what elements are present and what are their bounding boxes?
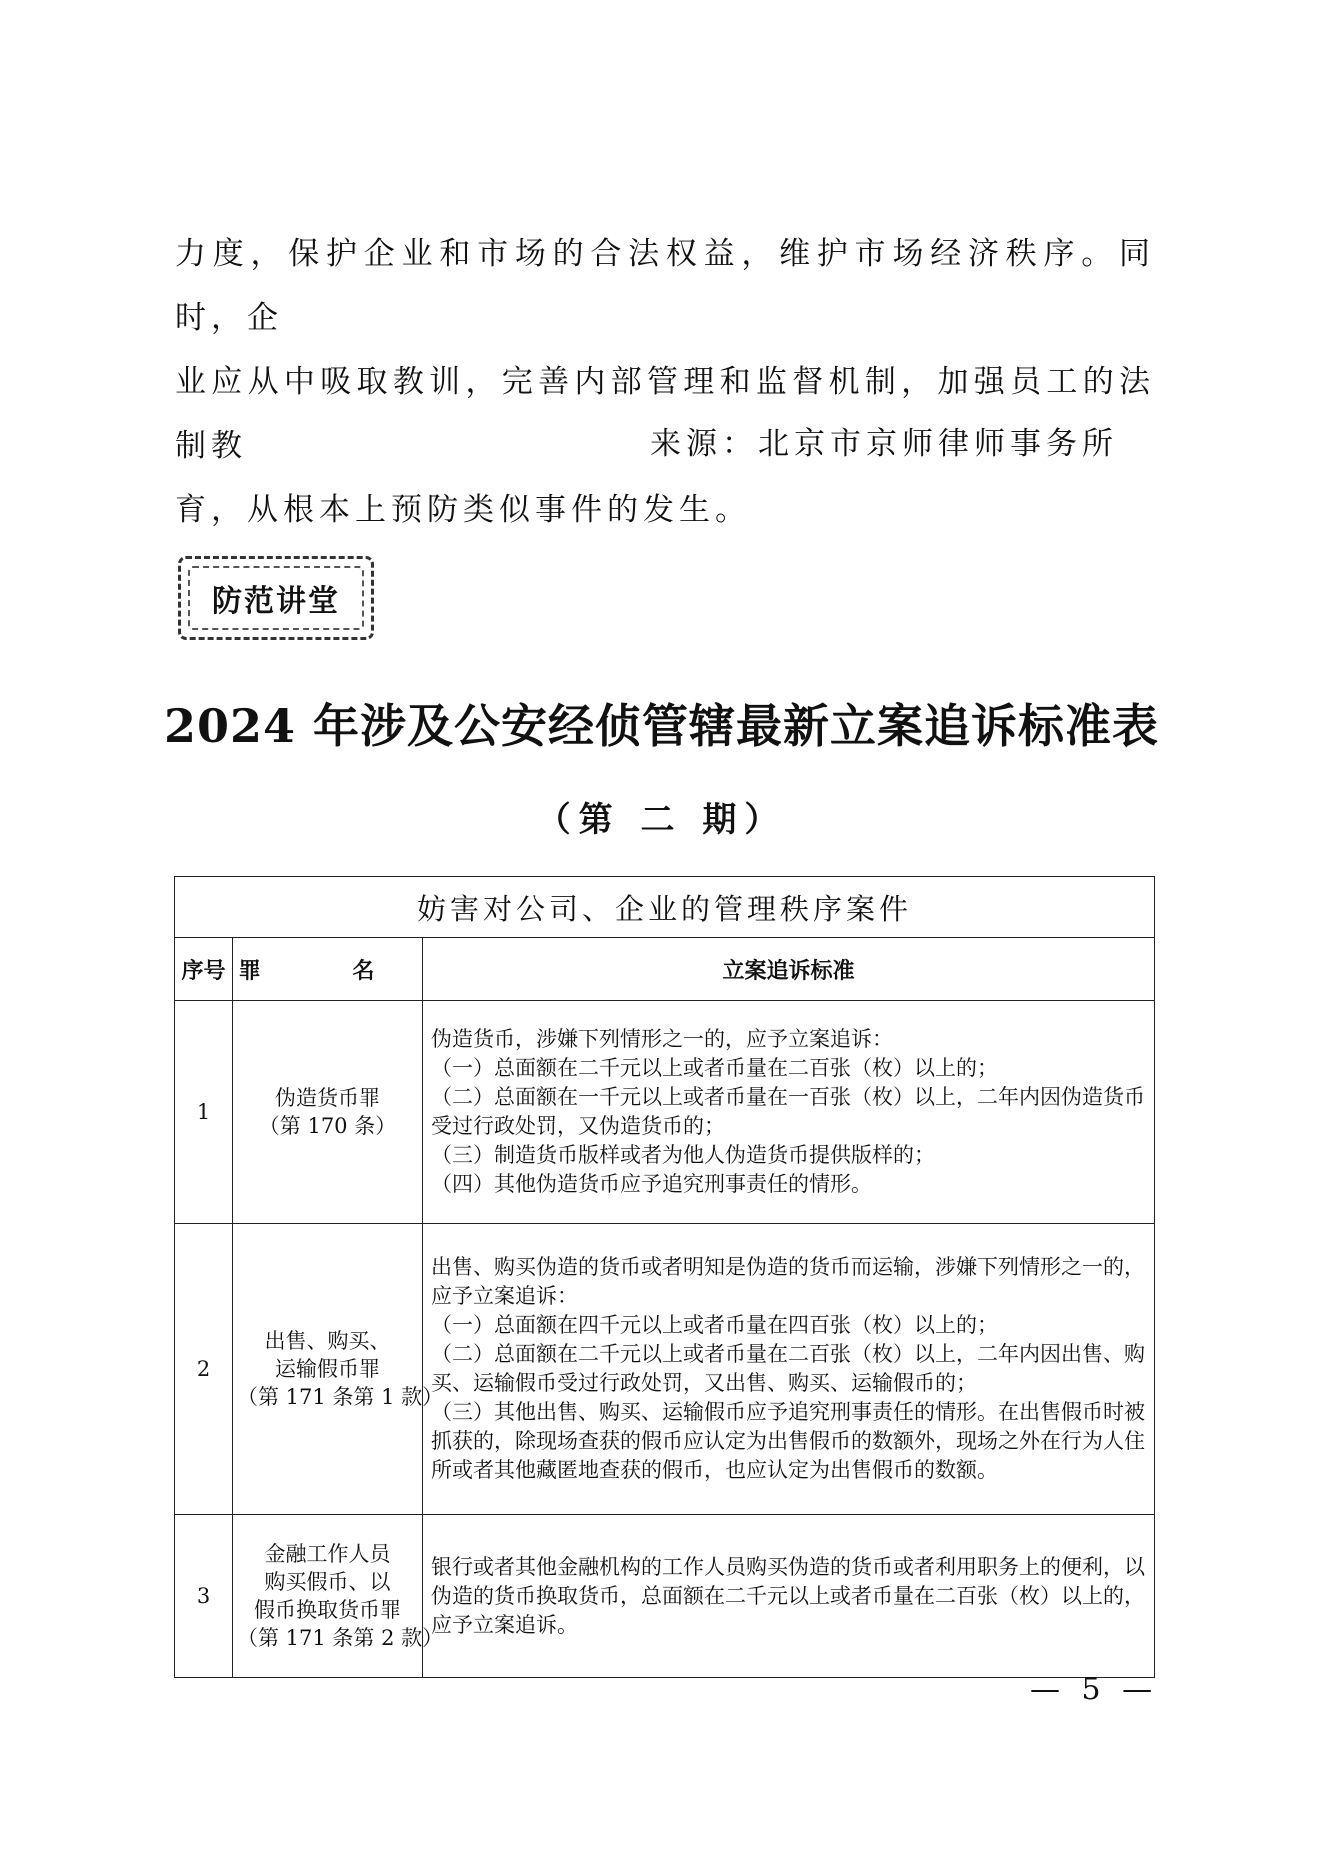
- source-attribution: 来源：北京市京师律师事务所: [650, 426, 1118, 462]
- filing-standard: [423, 1224, 1155, 1515]
- crime-name-line: 伪造货币罪: [275, 1086, 380, 1110]
- intro-line: 业应从中吸取教训，完善内部管理和监督机制，加强员工的法制教: [175, 364, 1155, 464]
- crime-name-line: 购买假币、以: [264, 1570, 391, 1594]
- table-row: [175, 1001, 1155, 1224]
- crime-name: [233, 1515, 444, 1678]
- filing-standard: [423, 1515, 1155, 1678]
- filing-standard: [423, 1001, 1155, 1224]
- crime-name-line: 出售、购买、: [264, 1329, 391, 1353]
- intro-line: 力度，保护企业和市场的合法权益，维护市场经济秩序。同时，企: [175, 236, 1155, 336]
- row-number: 2: [175, 1224, 233, 1515]
- header-no: 序号: [175, 938, 233, 1001]
- standard-line: （二）总面额在二千元以上或者币量在二百张（枚）以上，二年内因出售、购买、运输假币受过行政处罚，又出售、购买、运输假币的；: [431, 1342, 1145, 1395]
- header-standard: 立案追诉标准: [423, 938, 1155, 1001]
- standard-line: （三）其他出售、购买、运输假币应予追究刑事责任的情形。在出售假币时被抓获的，除现场查获的假币应认定为出售假币的数额外，现场之外在行为人住所或者其他藏匿地查获的假币，也应认定为出售假币的数额。: [431, 1400, 1145, 1482]
- page-title: 2024 年涉及公安经侦管辖最新立案追诉标准表: [163, 699, 1160, 753]
- standard-line: （二）总面额在一千元以上或者币量在一百张（枚）以上，二年内因伪造货币受过行政处罚，又伪造货币的；: [431, 1085, 1145, 1138]
- section-tag: [178, 556, 374, 640]
- section-tag-frame: [188, 566, 364, 630]
- standard-line: （一）总面额在四千元以上或者币量在四百张（枚）以上的；: [431, 1313, 998, 1337]
- table-caption: 妨害对公司、企业的管理秩序案件: [175, 877, 1155, 938]
- table-row: [175, 1224, 1155, 1515]
- crime-name: [233, 1224, 444, 1515]
- crime-name-line: 运输假币罪: [275, 1357, 380, 1381]
- row-number: 1: [175, 1001, 233, 1224]
- intro-paragraph: [175, 222, 1155, 542]
- standard-line: （一）总面额在二千元以上或者币量在二百张（枚）以上的；: [431, 1056, 998, 1080]
- crime-name-line: （第 170 条）: [258, 1114, 397, 1138]
- page-number: — 5 —: [1030, 1672, 1159, 1707]
- crime-name-line: （第 171 条第 1 款）: [237, 1385, 444, 1409]
- standards-table: [174, 876, 1155, 1678]
- standard-line: 伪造货币，涉嫌下列情形之一的，应予立案追诉：: [431, 1027, 893, 1051]
- standard-line: 出售、购买伪造的货币或者明知是伪造的货币而运输，涉嫌下列情形之一的，应予立案追诉：: [431, 1255, 1145, 1308]
- standard-line: （三）制造货币版样或者为他人伪造货币提供版样的；: [431, 1143, 935, 1167]
- crime-name-line: （第 171 条第 2 款）: [237, 1626, 444, 1650]
- intro-line: 育，从根本上预防类似事件的发生。: [175, 492, 751, 528]
- page-subtitle: （第 二 期）: [536, 800, 787, 840]
- standard-line: 银行或者其他金融机构的工作人员购买伪造的货币或者利用职务上的便利，以伪造的货币换取货币，总面额在二千元以上或者币量在二百张（枚）以上的，应予立案追诉。: [431, 1554, 1145, 1637]
- standard-line: （四）其他伪造货币应予追究刑事责任的情形。: [431, 1172, 872, 1196]
- table-row: [175, 1515, 1155, 1678]
- section-tag-label: 防范讲堂: [212, 584, 340, 619]
- header-name: [233, 938, 423, 1001]
- header-name-text: 罪 名: [238, 958, 417, 984]
- row-number: 3: [175, 1515, 233, 1678]
- crime-name: [233, 1001, 423, 1224]
- crime-name-line: 假币换取货币罪: [254, 1598, 401, 1622]
- crime-name-line: 金融工作人员: [264, 1542, 391, 1566]
